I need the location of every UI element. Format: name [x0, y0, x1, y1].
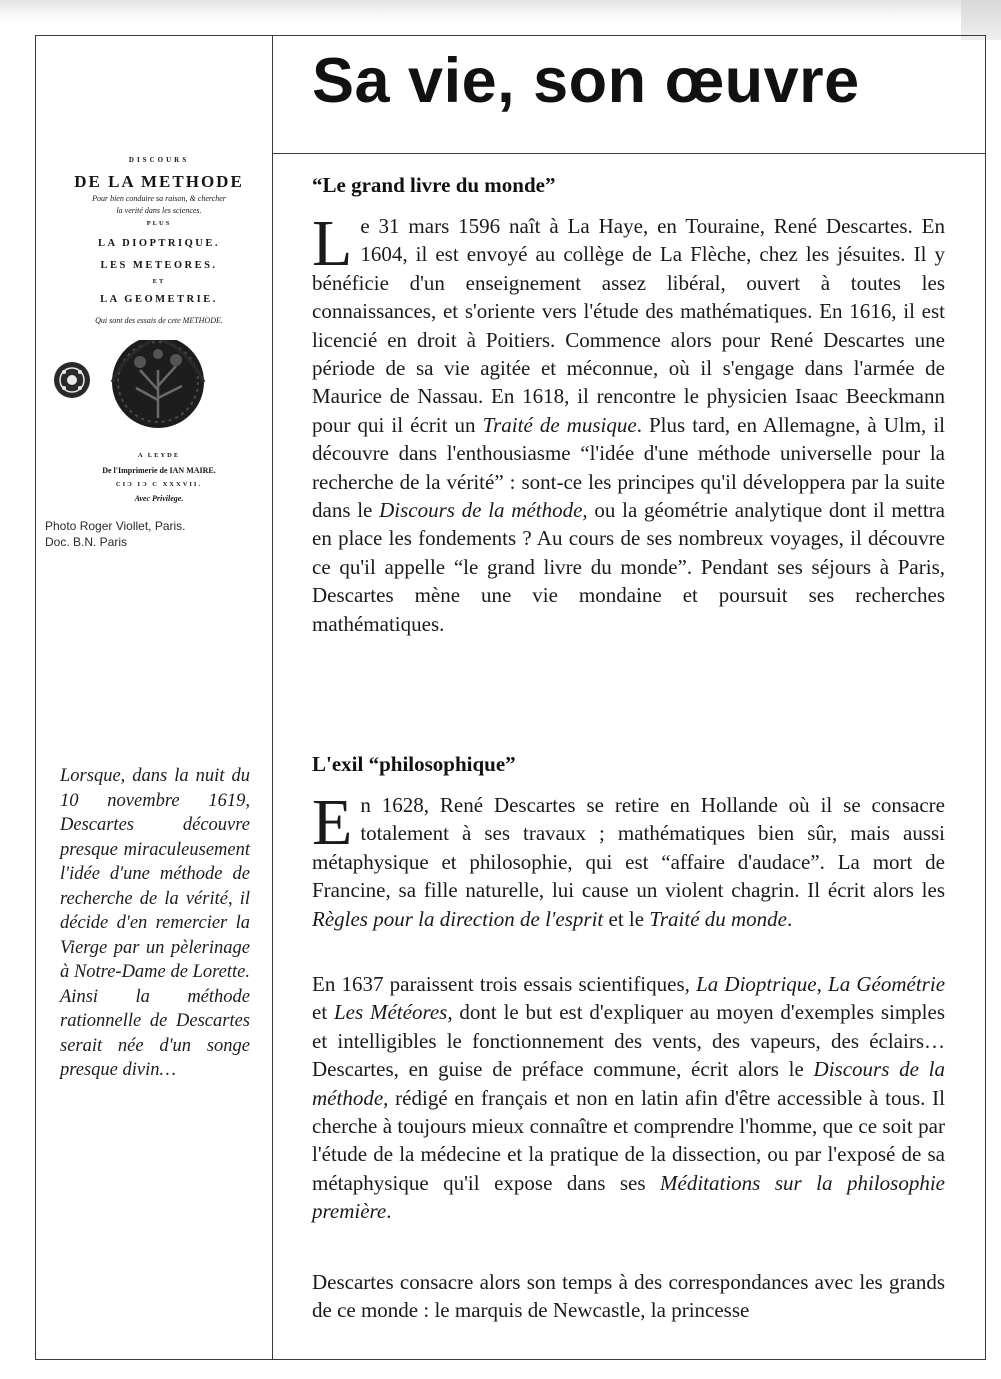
small-ornament — [54, 362, 90, 398]
section2-paragraph-2 — [312, 970, 945, 1226]
s2-title-traite-monde: Traité du monde — [649, 906, 787, 931]
column-divider — [272, 35, 273, 1360]
printer-device-emblem — [48, 340, 270, 440]
tp-imprimerie: De l'Imprimerie de IAN MAIRE. — [102, 466, 216, 475]
tp-subtitle-1: Pour bien conduire sa raison, & chercher — [92, 194, 226, 203]
scan-corner-shadow — [961, 0, 1001, 40]
side-quote: Lorsque, dans la nuit du 10 novembre 1619, Descartes découvre presque miraculeusement l'idée d'une méthode de recherche de la vérité, il décide d'en remercier la Vierge par un pèlerinage à Notre-Dame de Lorette. Ainsi la méthode rationnelle de Descartes serait née d'un songe presque divin… — [60, 766, 250, 1080]
tp-meteores: LES METEORES. — [100, 260, 218, 271]
photo-credit-line2: Doc. B.N. Paris — [45, 535, 128, 549]
s2-text-a: n 1628, René Descartes se retire en Hollande où il se consacre totalement à ses travaux ; mathématiques bien sûr, mais aussi métaphysique et philosophie, qui est “affaire d'audace”. La mort de Francine, sa fille naturelle, lui cause un violent chagrin. Il écrit alors les — [312, 793, 945, 903]
s1-title-discours: Discours de la méthode, — [379, 498, 588, 523]
tp-privilege: Avec Privilege. — [134, 494, 184, 503]
s2-p2-text-d: rédigé en français et non en latin afin d'être accessible à tous. Il cherche à toujours mieux connaître et comprendre l'homme, que ce soit par l'étude de la médecine et la pratique de la dissection, ou par l'exposé de sa métaphysique qu'il expose dans ses — [312, 1085, 945, 1195]
section1-paragraph — [312, 207, 946, 638]
s2-p2-text-b: et — [312, 1000, 334, 1025]
section2-dropcap: E — [312, 786, 353, 859]
tp-discours: DISCOURS — [128, 156, 190, 164]
s1-text-c: ou la géométrie analytique dont il mettra en place les fondements ? Au cours de ses nombreux voyages, il découvre ce qu'il appelle “le grand livre du monde”. Pendant ses séjours à Paris, Descartes mène une vie mondaine et poursuit ses recherches mathématiques. — [312, 498, 945, 636]
tp-a-leyde: A LEYDE — [137, 452, 181, 459]
s2-title-regles: Règles pour la direction de l'esprit — [312, 906, 604, 931]
section2-paragraph-1 — [312, 786, 945, 933]
scan-top-shadow — [0, 0, 1001, 22]
s2-title-meteores: Les Météores, — [333, 1000, 453, 1025]
s1-text-b: . Plus tard, en Allemagne, à Ulm, il découvre dans l'enthousiasme “l'idée d'une méthode universelle pour la recherche de la vérité” : sont-ce les principes qu'il développera par la suite dans le — [312, 412, 946, 523]
s2-title-discours: Discours de la méthode, — [312, 1057, 946, 1110]
tree-emblem — [112, 340, 204, 428]
section1-heading: “Le grand livre du monde” — [312, 173, 556, 197]
s2-text-c: . — [787, 906, 793, 931]
title-rule — [272, 153, 986, 154]
section1-dropcap: L — [312, 207, 353, 280]
s2-p2-text-a: En 1637 paraissent trois essais scientifiques, — [312, 972, 697, 996]
tp-subtitle-2: la verité dans les sciences. — [116, 206, 202, 215]
s1-text-a: e 31 mars 1596 naît à La Haye, en Touraine, René Descartes. En 1604, il est envoyé au collège de La Flèche, chez les jésuites. Il y bénéficie d'un enseignement assez libéral, ouvert à toutes les connaissances, et s'oriente vers l'étude des mathématiques. En 1616, il est licencié en droit à Poitiers. Commence alors pour René Descartes une période de sa vie agitée et méconnue, où il s'engage dans l'armée de Maurice de Nassau. En 1618, il rencontre le physicien Isaac Beeckmann pour qui il écrit un — [312, 214, 945, 437]
tp-plus: PLUS — [146, 220, 172, 227]
title-page-image — [48, 150, 270, 510]
s2-p2-text-e: . — [386, 1199, 392, 1224]
tp-essais: Qui sont des essais de cete METHODE. — [95, 316, 223, 325]
tp-dioptrique: LA DIOPTRIQUE. — [98, 238, 220, 249]
tp-geometrie: LA GEOMETRIE. — [100, 294, 218, 305]
tp-de-la-methode: DE LA METHODE — [74, 172, 244, 191]
tp-et: ET — [152, 278, 166, 285]
section2-paragraph-3: Descartes consacre alors son temps à des correspondances avec les grands de ce monde : le marquis de Newcastle, la princesse — [312, 1270, 945, 1323]
s2-title-meditations: Méditations sur la philosophie première — [312, 1170, 945, 1224]
s1-title-traite-musique: Traité de musique — [482, 412, 637, 437]
photo-credit-line1: Photo Roger Viollet, Paris. — [45, 519, 186, 533]
s2-text-b: et le — [603, 906, 650, 931]
s2-p2-text-c: dont le but est d'expliquer au moyen d'exemples simples et intelligibles le fonctionnement des vents, des vapeurs, des éclairs… Descartes, en guise de préface commune, écrit alors le — [312, 1000, 945, 1082]
tp-date: CIƆ IƆ C XXXVII. — [115, 481, 203, 488]
section2-heading: L'exil “philosophique” — [312, 752, 516, 776]
page-title: Sa vie, son œuvre — [312, 46, 860, 116]
s2-title-dioptrique-geometrie: La Dioptrique, La Géométrie — [696, 972, 946, 996]
